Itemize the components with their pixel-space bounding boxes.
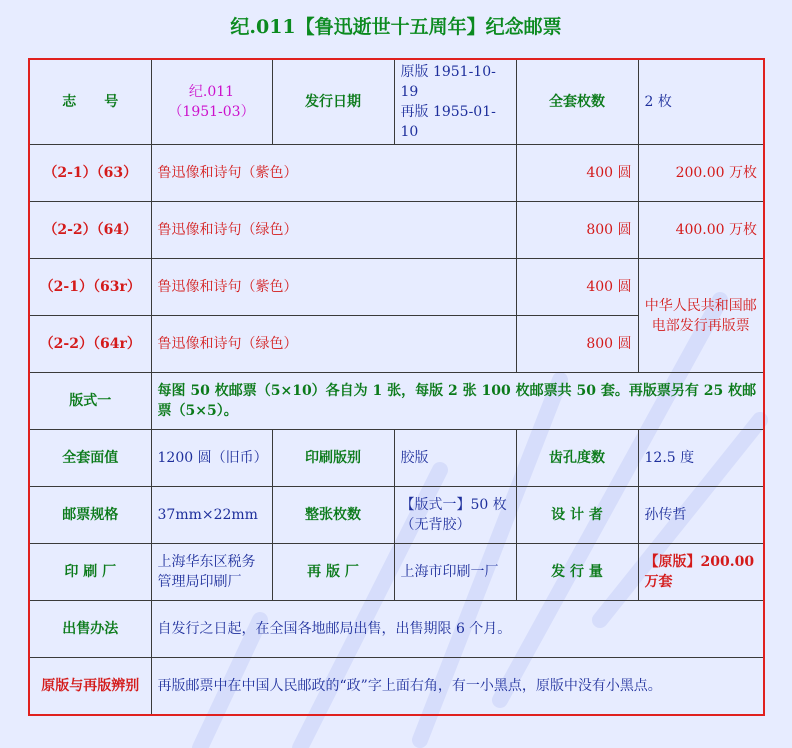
stamp-value: 800 圆 bbox=[516, 316, 638, 373]
stamp-value: 400 圆 bbox=[516, 145, 638, 202]
printer-row bbox=[29, 544, 764, 601]
spec-row bbox=[29, 487, 764, 544]
distinguish-value: 再版邮票中在中国人民邮政的“政”字上面右角，有一小黑点，原版中没有小黑点。 bbox=[151, 658, 764, 715]
sale-label: 出售办法 bbox=[29, 601, 151, 658]
stamp-id: （2-1）（63） bbox=[29, 145, 151, 202]
stamp-value: 800 圆 bbox=[516, 202, 638, 259]
stamp-name: 鲁迅像和诗句（紫色） bbox=[151, 145, 516, 202]
distinguish-label: 原版与再版辨别 bbox=[29, 658, 151, 715]
header-row bbox=[29, 59, 764, 145]
set-count-value: 2 枚 bbox=[638, 59, 764, 145]
zhihao-label: 志 号 bbox=[29, 59, 151, 145]
issue-date-original: 原版 1951-10-19 bbox=[400, 64, 496, 100]
stamp-quantity: 200.00 万枚 bbox=[638, 145, 764, 202]
zhihao-value bbox=[151, 59, 272, 145]
spec-value: 37mm×22mm bbox=[151, 487, 272, 544]
stamp-id: （2-2）（64） bbox=[29, 202, 151, 259]
stamp-row bbox=[29, 202, 764, 259]
issue-date-label: 发行日期 bbox=[272, 59, 394, 145]
stamp-row bbox=[29, 145, 764, 202]
sheet-count-value: 【版式一】50 枚（无背胶） bbox=[394, 487, 516, 544]
page-title: 纪.011【鲁迅逝世十五周年】纪念邮票 bbox=[230, 16, 562, 38]
sheet-count-label: 整张枚数 bbox=[272, 487, 394, 544]
reprint-factory-label: 再 版 厂 bbox=[272, 544, 394, 601]
set-count-label: 全套枚数 bbox=[516, 59, 638, 145]
reprint-issuer: 中华人民共和国邮电部发行再版票 bbox=[638, 259, 764, 373]
issue-date-value bbox=[394, 59, 516, 145]
printer-value: 上海华东区税务管理局印刷厂 bbox=[151, 544, 272, 601]
stamp-name: 鲁迅像和诗句（绿色） bbox=[151, 202, 516, 259]
designer-value: 孙传哲 bbox=[638, 487, 764, 544]
reprint-factory-value: 上海市印刷一厂 bbox=[394, 544, 516, 601]
format-value: 每图 50 枚邮票（5×10）各自为 1 张，每版 2 张 100 枚邮票共 50 套。再版票另有 25 枚邮票（5×5）。 bbox=[151, 373, 764, 430]
stamp-value: 400 圆 bbox=[516, 259, 638, 316]
format-row bbox=[29, 373, 764, 430]
printer-label: 印 刷 厂 bbox=[29, 544, 151, 601]
zhihao-value-line1: 纪.011 bbox=[188, 84, 235, 100]
perforation-label: 齿孔度数 bbox=[516, 430, 638, 487]
circulation-value: 【原版】200.00 万套 bbox=[638, 544, 764, 601]
format-label: 版式一 bbox=[29, 373, 151, 430]
print-type-value: 胶版 bbox=[394, 430, 516, 487]
face-value-label: 全套面值 bbox=[29, 430, 151, 487]
stamp-name: 鲁迅像和诗句（绿色） bbox=[151, 316, 516, 373]
stamp-info-table bbox=[28, 58, 765, 716]
stamp-id: （2-2）（64r） bbox=[29, 316, 151, 373]
spec-label: 邮票规格 bbox=[29, 487, 151, 544]
distinguish-row bbox=[29, 658, 764, 715]
print-type-label: 印刷版别 bbox=[272, 430, 394, 487]
sale-value: 自发行之日起，在全国各地邮局出售，出售期限 6 个月。 bbox=[151, 601, 764, 658]
perforation-value: 12.5 度 bbox=[638, 430, 764, 487]
stamp-row bbox=[29, 259, 764, 316]
zhihao-value-line2: （1951-03） bbox=[168, 104, 255, 120]
face-value: 1200 圆（旧币） bbox=[151, 430, 272, 487]
designer-label: 设 计 者 bbox=[516, 487, 638, 544]
face-value-row bbox=[29, 430, 764, 487]
circulation-label: 发 行 量 bbox=[516, 544, 638, 601]
issue-date-reprint: 再版 1955-01-10 bbox=[400, 104, 496, 140]
stamp-name: 鲁迅像和诗句（紫色） bbox=[151, 259, 516, 316]
stamp-id: （2-1）（63r） bbox=[29, 259, 151, 316]
sale-row bbox=[29, 601, 764, 658]
stamp-quantity: 400.00 万枚 bbox=[638, 202, 764, 259]
